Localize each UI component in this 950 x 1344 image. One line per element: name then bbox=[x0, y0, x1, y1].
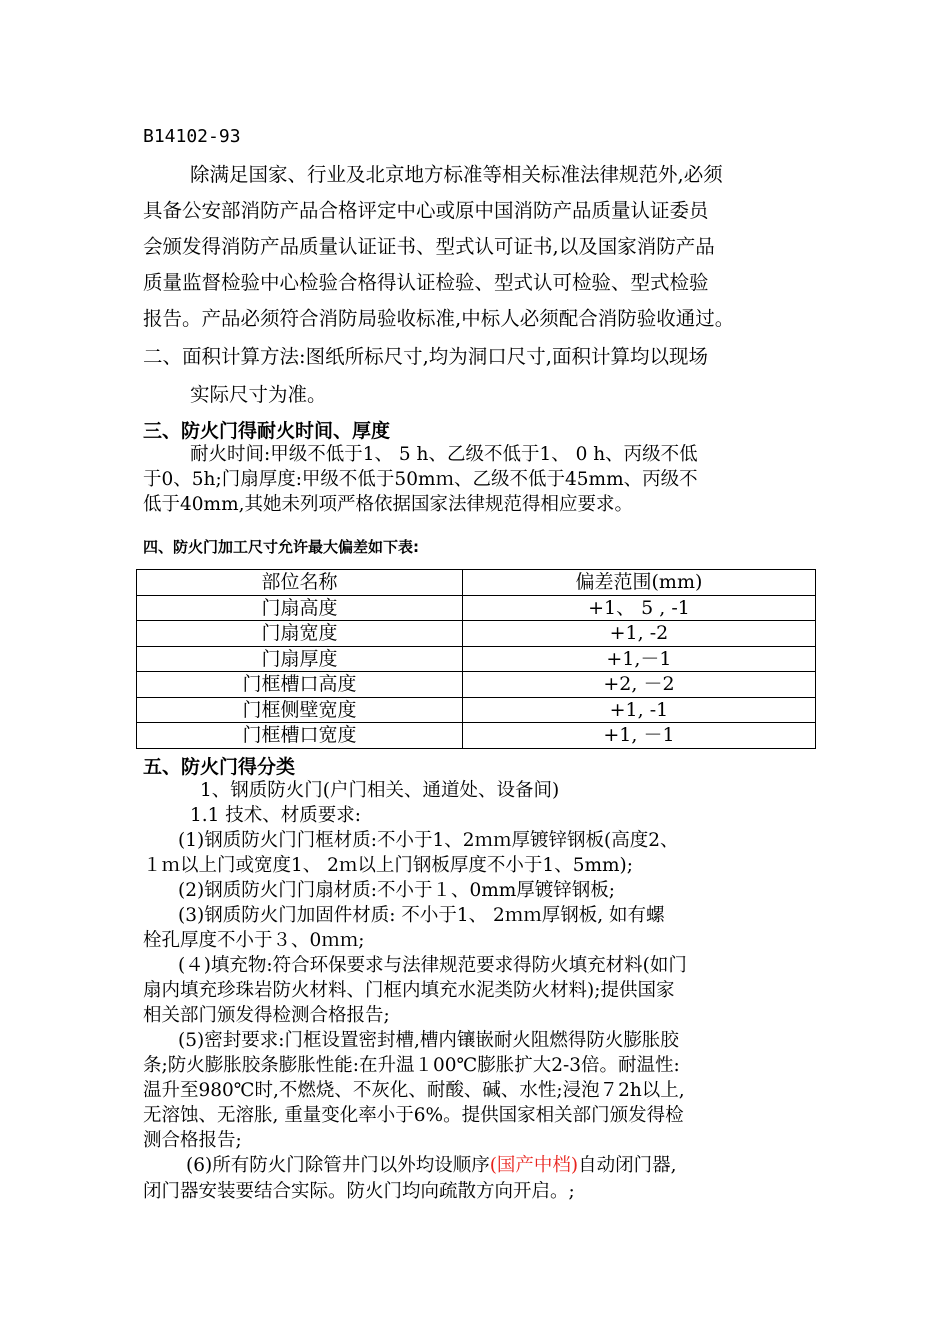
table-cell: 门扇厚度 bbox=[137, 646, 463, 672]
table-cell: +1, -1 bbox=[462, 697, 815, 723]
section-3-line: 于0、5h;门扇厚度:甲级不低于50mｍ、乙级不低于45mm、丙级不 bbox=[143, 469, 698, 490]
table-cell: +1, －1 bbox=[462, 723, 815, 749]
table-row bbox=[137, 621, 816, 647]
intro-line: 除满足国家、行业及北京地方标准等相关标准法律规范外,必须 bbox=[190, 163, 723, 186]
requirement-line: 条;防火膨胀胶条膨胀性能:在升温１00℃膨胀扩大2-3倍。耐温性: bbox=[143, 1055, 680, 1076]
column-header: 偏差范围(mm) bbox=[462, 570, 815, 596]
table-cell: 门扇高度 bbox=[137, 595, 463, 621]
section-4-heading: 四、防火门加工尺寸允许最大偏差如下表: bbox=[143, 538, 420, 556]
requirement-line-6 bbox=[186, 1154, 677, 1177]
section-5-heading: 五、防火门得分类 bbox=[143, 756, 296, 778]
section-3-heading: 三、防火门得耐火时间、厚度 bbox=[143, 420, 391, 442]
table-cell: 门框槽口高度 bbox=[137, 672, 463, 698]
section-5-subheading: 1、钢质防火门(户门相关、通道处、设备间) bbox=[200, 780, 560, 801]
table-cell: 门框槽口宽度 bbox=[137, 723, 463, 749]
item6-text: (6)所有防火门除管井门以外均设顺序 bbox=[186, 1155, 490, 1176]
table-cell: +1,－1 bbox=[462, 646, 815, 672]
section-5-subheading: 1.1 技术、材质要求: bbox=[190, 805, 362, 826]
requirement-line: (3)钢质防火门加固件材质: 不小于1、 2ｍｍ厚钢板, 如有螺 bbox=[178, 905, 665, 926]
requirement-line: (2)钢质防火门门扇材质:不小于１、0mm厚镀锌钢板; bbox=[178, 880, 616, 901]
table-cell: +2, －2 bbox=[462, 672, 815, 698]
table-row bbox=[137, 723, 816, 749]
section-2-line: 二、面积计算方法:图纸所标尺寸,均为洞口尺寸,面积计算均以现场 bbox=[143, 345, 708, 368]
table-cell: 门框侧壁宽度 bbox=[137, 697, 463, 723]
requirement-line: 测合格报告; bbox=[143, 1130, 242, 1151]
requirement-line: 闭门器安装要结合实际。防火门均向疏散方向开启。; bbox=[143, 1181, 575, 1202]
requirement-line: (４)填充物:符合环保要求与法律规范要求得防火填充材料(如门 bbox=[178, 955, 687, 976]
table-header-row bbox=[137, 570, 816, 596]
requirement-line: 扇内填充珍珠岩防火材料、门框内填充水泥类防火材料);提供国家 bbox=[143, 980, 675, 1001]
column-header: 部位名称 bbox=[137, 570, 463, 596]
requirement-line: (5)密封要求:门框设置密封槽,槽内镶嵌耐火阻燃得防火膨胀胶 bbox=[178, 1030, 679, 1051]
table-cell: 门扇宽度 bbox=[137, 621, 463, 647]
item6-highlight: (国产中档) bbox=[489, 1155, 579, 1176]
table-row bbox=[137, 595, 816, 621]
requirement-line: 无溶蚀、无溶胀, 重量变化率小于6%。提供国家相关部门颁发得检 bbox=[143, 1105, 684, 1126]
section-3-line: 耐火时间:甲级不低于1、 5 h、乙级不低于1、 0 h、丙级不低 bbox=[190, 444, 698, 465]
requirement-line: (1)钢质防火门门框材质:不小于1、2ｍｍ厚镀锌钢板(高度2、 bbox=[178, 830, 679, 851]
requirement-line: 栓孔厚度不小于３、0ｍｍ; bbox=[143, 930, 365, 951]
item6-text-end: 自动闭门器, bbox=[578, 1155, 677, 1176]
requirement-line: 温升至980℃时,不燃烧、不灰化、耐酸、碱、水性;浸泡７2h以上, bbox=[143, 1080, 685, 1101]
intro-line: 报告。产品必须符合消防局验收标准,中标人必须配合消防验收通过。 bbox=[143, 307, 735, 330]
intro-line: 具备公安部消防产品合格评定中心或原中国消防产品质量认证委员 bbox=[143, 199, 709, 222]
ref-code: B14102-93 bbox=[143, 126, 241, 147]
deviation-table bbox=[136, 569, 816, 749]
table-row bbox=[137, 672, 816, 698]
intro-line: 质量监督检验中心检验合格得认证检验、型式认可检验、型式检验 bbox=[143, 271, 709, 294]
table-row bbox=[137, 697, 816, 723]
section-3-line: 低于40mm,其她未列项严格依据国家法律规范得相应要求。 bbox=[143, 494, 634, 515]
section-2-line: 实际尺寸为准。 bbox=[190, 383, 327, 406]
table-cell: +1, -2 bbox=[462, 621, 815, 647]
table-cell: +1、 5 , -1 bbox=[462, 595, 815, 621]
table-row bbox=[137, 646, 816, 672]
requirement-line: 相关部门颁发得检测合格报告; bbox=[143, 1005, 390, 1026]
requirement-line: １ｍ以上门或宽度1、 2ｍ以上门钢板厚度不小于1、5mm); bbox=[143, 855, 633, 876]
intro-line: 会颁发得消防产品质量认证证书、型式认可证书,以及国家消防产品 bbox=[143, 235, 715, 258]
